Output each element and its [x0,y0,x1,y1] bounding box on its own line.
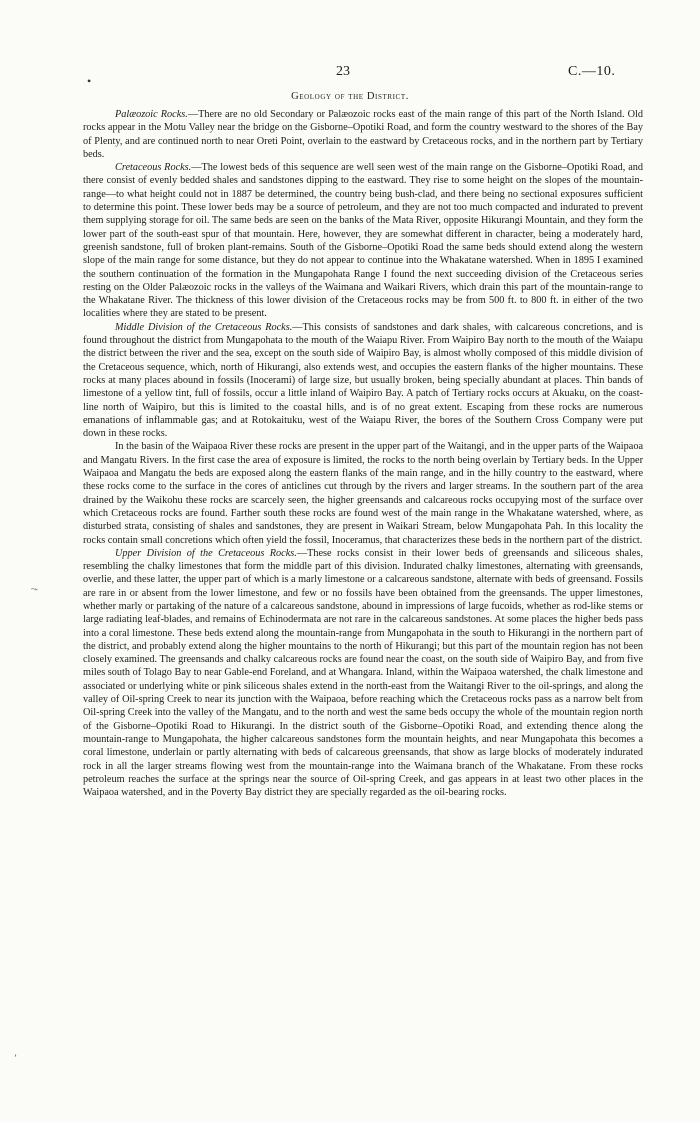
paragraph-title: Palæozoic Rocks. [115,109,188,120]
margin-dot: • [87,74,92,88]
margin-tick-mark: ’ [14,1053,17,1063]
paragraph-title: Middle Division of the Cretaceous Rocks. [115,321,293,333]
paragraph-text: —There are no old Secondary or Palæozoic rocks east of the main range of this part of the North Island. Old rocks appear in the Motu Valley near the bridge on the Gisborne–Opotiki Road, and form the country westward to the shores of the Bay of Plenty, and are continued north to near Oreti Point, overlain to the eastward by Cretaceous rocks, and in the northern part by Tertiary beds. [83,109,643,160]
paragraph-text: —This consists of sandstones and dark shales, with calcareous concretions, and is found throughout the district from Mungapohata to the mouth of the Waiapu River. From Waipiro Bay north to the mouth of the Waiapu the district between the river and the sea, except on the south side of Waipiro Bay, is almost wholly composed of this middle division of the Cretaceous sequence, which, north of Hikurangi, also extends west, and occupies the eastern flanks of the higher mountains. These rocks at many places abound in fossils (Inocerami) of large size, but usually broken, being specially abundant at places. Thin bands of limestone of a yellow tint, full of fossils, occur a little inland of Waipiro Bay. A patch of Tertiary rocks occurs at Akuaku, on the coast-line north of Waipiro, but this is limited to the coastal hills, and is of no great extent. Escaping from these rocks are numerous emanations of inflammable gas; and at Rotokaituku, west of the Waiapu River, the bores of the Southern Cross Company were put down in these rocks. [83,321,643,440]
paragraph-text: —The lowest beds of this sequence are well seen west of the main range on the Gisborne–Opotiki Road, and there consist of evenly bedded shales and sandstones dipping to the eastward. They rise to some height on the slopes of the mountain-range—to what height could not in 1887 be determined, the country being bush-clad, and there being no sectional exposures sufficient to determine this point. These lower beds may be a source of petroleum, and they are not too much compacted and indurated to prevent them supplying storage for oil. The same beds are seen on the banks of the Mata River, opposite Hikurangi Mountain, and they form the lower part of the south-east spur of that mountain. Here, however, they are somewhat different in character, being a moderately hard, greenish sandstone, full of broken plant-remains. South of the Gisborne–Opotiki Road the same beds should extend along the western slope of the main range for some distance, but they do not appear to continue into the Whakatane watershed. When in 1895 I examined the southern continuation of the formation in the Mungapohata Range I found the next succeeding division of the Cretaceous series resting on the Older Palæozoic rocks in the valleys of the Waimana and Waikari Rivers, which drain this part of the mountain-range to the Whakatane River. The thickness of this lower division of the Cretaceous rocks may be from 500 ft. to 800 ft. in either of the two localities where they are stated to be present. [83,162,644,320]
paragraph-upper-division [83,547,643,800]
paragraph-title: Cretaceous Rocks. [115,162,192,174]
body-text [83,108,643,799]
page-number: 23 [336,64,350,79]
paragraph-palaeozoic-rocks [83,108,643,161]
section-heading: Geology of the District. [291,91,409,102]
paragraph-cretaceous-rocks [83,161,643,321]
paragraph-title: Upper Division of the Cretaceous Rocks. [115,547,297,559]
document-reference: C.—10. [568,64,616,79]
paragraph-waipaoa-basin [83,440,643,546]
paragraph-text: —These rocks consist in their lower beds of greensands and siliceous shales, resembling the chalky limestones that form the middle part of this division. Indurated chalky limestones, alternating with greensands, overlie, and these latter, the upper part of which is a marly limestone or a calcareous sandstone, alternate with beds of greensand. Fossils are rare in or absent from the lower limestone, and few or no fossils have been obtained from the greensands. The upper limestones, whether marly or partaking of the nature of a calcareous sandstone, abound in impressions of large fucoids, whether as rod-like stems or large radiating leaf-blades, and remains of Echinodermata are not rare in the calcareous sandstones. At some places the higher beds pass into a coral limestone. These beds extend along the mountain-range from Mungapohata in the south to Hikurangi in the northern part of the district, and probably extend along the higher mountains to the north of Hikurangi; but this part of the mountain region has not been closely examined. The greensands and chalky calcareous rocks are found near the coast, on the south side of Waipiro Bay, and from five miles south of Tolago Bay to near Gable-end Foreland, and at Whangara. Inland, within the Waipaoa watershed, the chalk limestone and associated or underlying white or pink siliceous shales extend in the north-east from the Waitangi River to the oil-springs, and along the valley of Oil-spring Creek to near its junction with the Waipaoa, before reaching which the Cretaceous rocks pass as a narrow belt from Oil-spring Creek into the valley of the Mangatu, and to the north and west the same beds occupy the whole of the mountain region north of the Gisborne–Opotiki Road to Hikurangi. In the district south of the Gisborne–Opotiki Road, and extending thence along the mountain-range to Mungapohata, the higher calcareous sandstones form the mountain heights, and near Mungapohata this becomes a coral limestone, underlain or partly alternating with beds of calcareous greensands, that show as large blocks of moderately indurated rock in all the larger streams flowing west from the mountain-range into the Waimana branch of the Whakatane. From these rocks petroleum reaches the surface at the springs near the source of Oil-spring Creek, and gas appears in at least two other places in the Waipaoa watershed, and in the Poverty Bay district they are specially regarded as the oil-bearing rocks. [83,547,644,799]
margin-dash-mark: ~- [31,584,37,594]
paragraph-middle-division [83,321,643,441]
paragraph-text: In the basin of the Waipaoa River these rocks are present in the upper part of the Waitangi, and in the upper parts of the Waipaoa and Mangatu Rivers. In the first case the area of exposure is limited, the rocks to the north being overlain by Tertiary beds. In the Upper Waipaoa and Mangatu the beds are exposed along the eastern flanks of the main range, and in the hilly country to the eastward, where these rocks come to the surface in the cores of anticlines cut through by the rivers and larger streams. In the southern part of the area drained by the Waikohu these rocks are scarcely seen, the higher greensands and calcareous rocks occupying most of the surface over which Cretaceous rocks are found. Farther south these rocks are found west of the main range in the Whakatane watershed, where, as disturbed strata, consisting of shales and sandstones, they are present in Waikari Stream, below Mungapohata Pah. In this locality the rocks contain small concretions which often yield the fossil, Inoceramus, that characterizes these beds in the northern part of the district. [83,441,643,546]
